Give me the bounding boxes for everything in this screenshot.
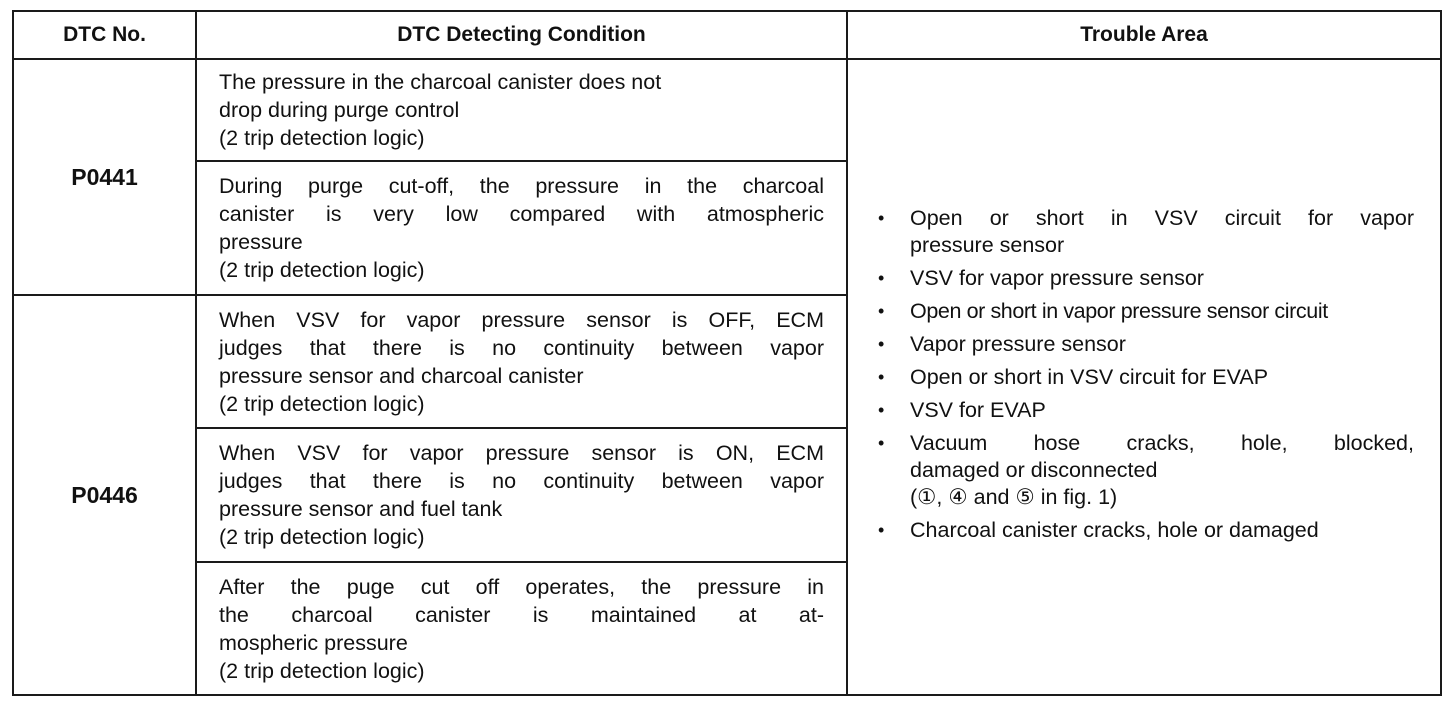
list-item — [878, 397, 1414, 424]
condition-line: When VSV for vapor pressure sensor is OFF, ECM — [219, 307, 824, 332]
bullet-icon: • — [878, 207, 885, 228]
condition-cell — [196, 295, 847, 428]
condition-line: mospheric pressure — [219, 630, 408, 655]
condition-line: pressure sensor and charcoal canister — [219, 363, 584, 388]
dtc-code-p0441: P0441 — [13, 59, 196, 295]
header-row — [13, 11, 1441, 59]
list-item-line: pressure sensor — [910, 232, 1065, 257]
list-item-line: Charcoal canister cracks, hole or damaged — [910, 517, 1319, 542]
condition-cell — [196, 428, 847, 562]
dtc-code-p0446: P0446 — [13, 295, 196, 695]
list-item-line: VSV for EVAP — [910, 397, 1046, 422]
header-dtc-no: DTC No. — [13, 11, 196, 59]
condition-line: When VSV for vapor pressure sensor is ON, ECM — [219, 441, 824, 465]
table-row — [13, 59, 1441, 161]
header-detecting-condition: DTC Detecting Condition — [196, 11, 847, 59]
condition-line: (2 trip detection logic) — [219, 525, 425, 549]
condition-line: pressure sensor and fuel tank — [219, 497, 503, 521]
condition-line: (2 trip detection logic) — [219, 126, 425, 150]
condition-cell — [196, 161, 847, 295]
dtc-table — [12, 10, 1442, 696]
list-item-line: Open or short in VSV circuit for vapor — [910, 205, 1414, 230]
list-item — [878, 430, 1414, 511]
list-item-line: Vapor pressure sensor — [910, 331, 1126, 356]
list-item — [878, 331, 1414, 358]
trouble-area-list — [878, 205, 1414, 544]
condition-line: (2 trip detection logic) — [219, 258, 425, 282]
condition-line: canister is very low compared with atmospheric — [219, 202, 824, 226]
list-item-line: VSV for vapor pressure sensor — [910, 265, 1204, 290]
bullet-icon: • — [878, 366, 885, 387]
list-item-line: Open or short in vapor pressure sensor circuit — [910, 298, 1328, 323]
condition-line: The pressure in the charcoal canister does not — [219, 70, 662, 94]
condition-line: judges that there is no continuity between vapor — [219, 335, 824, 360]
list-item — [878, 205, 1414, 259]
bullet-icon: • — [878, 399, 885, 420]
list-item — [878, 517, 1414, 544]
condition-line: judges that there is no continuity between vapor — [219, 469, 824, 493]
condition-line: During purge cut-off, the pressure in the charcoal — [219, 174, 824, 198]
list-item-line: (①, ④ and ⑤ in fig. 1) — [910, 484, 1118, 509]
list-item-line: damaged or disconnected — [910, 457, 1158, 482]
condition-line: the charcoal canister is maintained at at- — [219, 602, 824, 627]
condition-line: pressure — [219, 230, 303, 254]
list-item-line: Vacuum hose cracks, hole, blocked, — [910, 430, 1414, 455]
bullet-icon: • — [878, 267, 885, 288]
bullet-icon: • — [878, 432, 885, 453]
header-trouble-area: Trouble Area — [847, 11, 1441, 59]
condition-line: After the puge cut off operates, the pressure in — [219, 574, 824, 599]
bullet-icon: • — [878, 333, 885, 354]
condition-line: (2 trip detection logic) — [219, 658, 425, 683]
list-item — [878, 298, 1414, 325]
list-item-line: Open or short in VSV circuit for EVAP — [910, 364, 1269, 389]
condition-line: (2 trip detection logic) — [219, 391, 425, 416]
list-item — [878, 364, 1414, 391]
bullet-icon: • — [878, 300, 885, 321]
bullet-icon: • — [878, 519, 885, 540]
condition-cell — [196, 562, 847, 695]
list-item — [878, 265, 1414, 292]
condition-line: drop during purge control — [219, 98, 460, 122]
condition-cell — [196, 59, 847, 161]
trouble-area-cell — [847, 59, 1441, 695]
